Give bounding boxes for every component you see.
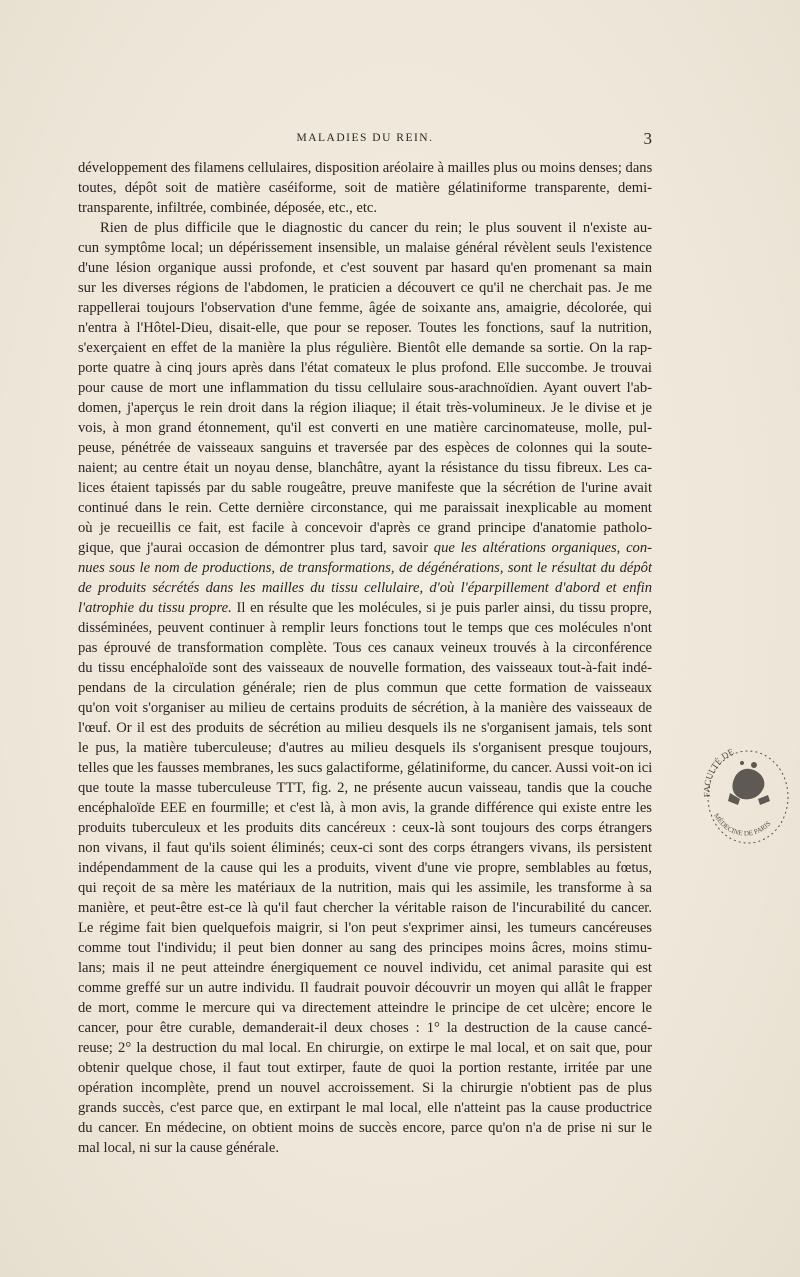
text-line: toutes, dépôt soit de matière caséiforme, soit de matière gélatiniforme transparente, demi-	[78, 180, 652, 196]
text-line: domen, j'aperçus le rein droit dans la région iliaque; il était très-volumineux. Je le divise et je	[78, 400, 652, 416]
paragraph	[78, 158, 652, 218]
text-line: pendans de la circulation générale; rien de plus commun que cette formation de vaisseaux	[78, 680, 652, 696]
text-line: s'exerçaient en effet de la manière la plus régulière. Bientôt elle demande sa sortie. On la rap-	[78, 340, 652, 356]
text-line: reuse; 2° la destruction du mal local. En chirurgie, on extirpe le mal local, et on sait que, pour	[78, 1040, 652, 1056]
text-line: indépendamment de la cause qui les a produits, vivent d'une vie propre, semblables au fœtus,	[78, 860, 652, 876]
text-line: comme tout l'individu; il peut bien donner au sang des principes moins âcres, moins stimu-	[78, 940, 652, 956]
text-line: telles que les fausses membranes, les sucs galactiforme, gélatiniforme, du cancer. Aussi voit-on ici	[78, 760, 653, 776]
text-line: vois, à mon grand étonnement, qu'il est converti en une matière carcinomateuse, molle, pul-	[78, 420, 652, 436]
text-line: l'œuf. Or il est des produits de sécrétion au milieu desquels ils ne s'organisent jamais, tels sont	[78, 720, 652, 736]
text-line: qu'on voit s'organiser au milieu de certains produits de sécrétion, à la manière des vaisseaux de	[78, 700, 652, 716]
text-line: de produits sécrétés dans les mailles du tissu cellulaire, d'où l'éparpillement d'abord et enfin	[78, 580, 652, 596]
stamp-text-top: FACULTÉ DE	[701, 746, 736, 798]
text-line: lices étaient tapissés par du sable rougeâtre, preuve manifeste que la sécrétion de l'urine avait	[78, 480, 652, 496]
text-line: transparente, infiltrée, combinée, déposée, etc., etc.	[78, 200, 378, 216]
page-number: 3	[643, 129, 652, 148]
stamp-text-bottom: MÉDECINE DE PARIS	[712, 811, 773, 838]
text-line: du cancer. En médecine, on obtient moins de succès encore, parce qu'on n'a de prise ni sur le	[78, 1120, 652, 1136]
text-line: produits tuberculeux et les produits dits cancéreux : ceux-là sont toujours des corps étrangers	[78, 820, 652, 836]
text-line: obtenir quelque chose, il faut tout extirper, faute de quoi la portion restante, irritée par une	[78, 1060, 652, 1076]
text-line: mal local, ni sur la cause générale.	[78, 1140, 279, 1156]
text-line: naient; au centre était un noyau dense, blanchâtre, ayant la résistance du tissu fibreux. Les ca-	[78, 460, 652, 476]
running-title: MALADIES DU REIN.	[296, 132, 434, 144]
text-line: Le régime fait bien quelquefois maigrir, si l'on peut s'exprimer ainsi, les tumeurs cancéreuses	[78, 920, 652, 936]
text-line: que toute la masse tuberculeuse TTT, fig. 2, ne présente aucun vaisseau, tandis que la couche	[78, 780, 652, 796]
text-line: grands succès, c'est parce que, en extirpant le mal local, elle n'atteint pas la cause productrice	[78, 1100, 652, 1116]
text-line: continué dans le rein. Cette dernière circonstance, qui me paraissait inexplicable au moment	[78, 500, 652, 516]
text-line: sur les diverses régions de l'abdomen, le praticien a découvert ce qu'il ne cherchait pas. Je me	[78, 280, 652, 296]
text-line: lans; mais il ne peut atteindre énergiquement ce nouvel individu, cet animal parasite qui est	[78, 960, 652, 976]
text-line: cun symptôme local; un dépérissement insensible, un malaise général révèlent seuls l'existence	[78, 240, 652, 256]
text-line: pour cause de mort une inflammation du tissu cellulaire sous-arachnoïdien. Ayant ouvert l'ab-	[78, 380, 652, 396]
text-line: encéphaloïde EEE en fourmille; et c'est là, à mon avis, la grande différence qui existe entre les	[78, 800, 652, 816]
text-line: n'entra à l'Hôtel-Dieu, disait-elle, que pour se reposer. Toutes les fonctions, sauf la nutrition,	[78, 320, 652, 336]
text-line: Rien de plus difficile que le diagnostic du cancer du rein; le plus souvent il n'existe au-	[100, 220, 652, 236]
text-line: cancer, pour être curable, demanderait-il deux choses : 1° la destruction de la cause cancé-	[78, 1020, 652, 1036]
text-line: non vivans, il faut qu'ils soient éliminés; ceux-ci sont des corps étrangers vivans, ils persistent	[78, 840, 652, 856]
svg-text:MÉDECINE DE PARIS	[712, 812, 772, 838]
text-line: nues sous le nom de productions, de transformations, de dégénérations, sont le résultat du dépôt	[78, 560, 652, 576]
text-line: où je recueillis ce fait, est facile à concevoir d'après ce grand principe d'anatomie patholo-	[78, 520, 652, 536]
text-line: du tissu encéphaloïde sont des vaisseaux de nouvelle formation, des vaisseaux tout-à-fait indé-	[78, 660, 652, 676]
text-line: porte quatre à cinq jours après dans l'état comateux le plus profond. Elle succombe. Je trouvai	[78, 360, 652, 376]
text-line: manière, et peut-être est-ce là qu'il faut chercher la véritable raison de l'incurabilité du cancer.	[78, 900, 652, 916]
text-line: l'atrophie du tissu propre. Il en résulte que les molécules, si je puis parler ainsi, du tissu propre,	[78, 600, 652, 616]
text-line: rappellerai toujours l'observation d'une femme, âgée de soixante ans, amaigrie, décolorée, qui	[78, 300, 652, 316]
paragraph	[78, 218, 652, 1158]
running-head	[78, 129, 652, 152]
text-line: disséminées, peuvent continuer à remplir leurs fonctions tout le temps que ces molécules n'ont	[78, 620, 652, 636]
library-stamp	[696, 735, 792, 855]
text-line: le pus, la matière tuberculeuse; d'autres au milieu desquels ils s'organisent presque toujours,	[78, 740, 652, 756]
text-line: qui reçoit de sa mère les matériaux de la nutrition, mais qui les assimile, les transforme à sa	[78, 880, 652, 896]
text-line: gique, que j'aurai occasion de démontrer plus tard, savoir que les altérations organiques, con-	[78, 540, 652, 556]
text-line: de mort, comme le mercure qui va directement atteindre le principe de cet ulcère; encore le	[78, 1000, 652, 1016]
text-line: comme greffé sur un autre individu. Il faudrait pouvoir découvrir un moyen qui allât le frapper	[78, 980, 652, 996]
text-line: pas éprouvé de transformation complète. Tous ces canaux veineux trouvés à la circonférence	[78, 640, 652, 656]
text-line: peuse, pénétrée de vaisseaux sanguins et traversée par des espèces de colonnes qui la soute-	[78, 440, 652, 456]
text-line: opération incomplète, prend un nouvel accroissement. Si la chirurgie n'obtient pas de plus	[78, 1080, 652, 1096]
text-line: d'une lésion organique aussi profonde, et c'est souvent par hasard qu'en promenant sa main	[78, 260, 652, 276]
body-text	[78, 158, 652, 1158]
text-line: développement des filamens cellulaires, disposition aréolaire à mailles plus ou moins denses; dans	[78, 160, 653, 176]
svg-text:FACULTÉ DE	[702, 746, 736, 797]
